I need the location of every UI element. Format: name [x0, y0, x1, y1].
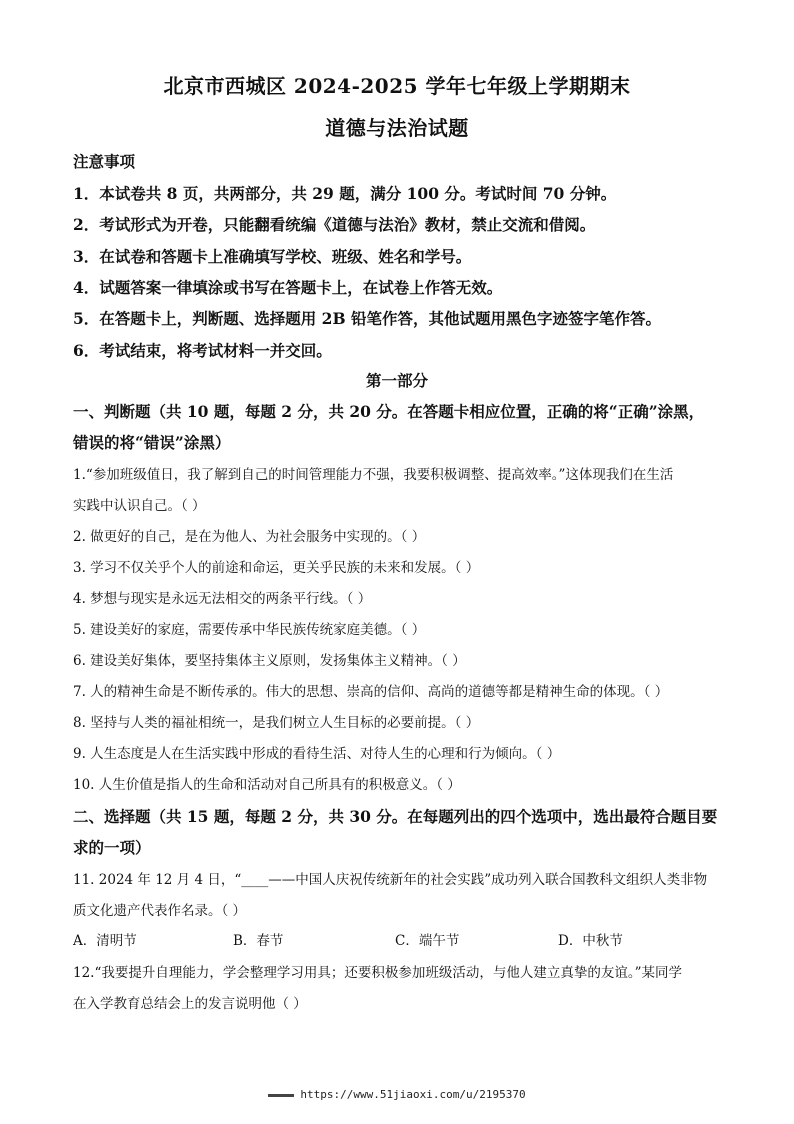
- part-heading: 第一部分: [365, 371, 428, 390]
- notice-item: 5．在答题卡上，判断题、选择题用 2B 铅笔作答，其他试题用黑色字迹签字笔作答。: [73, 309, 661, 328]
- question-line: 2. 做更好的自己，是在为他人、为社会服务中实现的。（ ）: [73, 529, 426, 545]
- notice-item: 1．本试卷共 8 页，共两部分，共 29 题，满分 100 分。考试时间 70 分钟。: [73, 184, 617, 203]
- notice-item: 3．在试卷和答题卡上准确填写学校、班级、姓名和学号。: [73, 247, 472, 266]
- option-c: C．端午节: [395, 933, 460, 949]
- answer-options: [73, 929, 733, 949]
- option-a: A．清明节: [73, 933, 137, 949]
- section-heading: 错误的将“错误”涂黑）: [73, 433, 231, 452]
- option-d: D．中秋节: [558, 933, 623, 949]
- notice-item: 2．考试形式为开卷，只能翻看统编《道德与法治》教材，禁止交流和借阅。: [73, 215, 596, 234]
- question-line: 质文化遗产代表作名录。（ ）: [73, 903, 247, 919]
- question-line: 10. 人生价值是指人的生命和活动对自己所具有的积极意义。（ ）: [73, 777, 461, 793]
- question-line: 3. 学习不仅关乎个人的前途和命运，更关乎民族的未来和发展。（ ）: [73, 560, 480, 576]
- section-heading: 二、选择题（共 15 题，每题 2 分，共 30 分。在每题列出的四个选项中，选出最符合题目要: [73, 807, 718, 826]
- notice-heading: 注意事项: [73, 152, 136, 171]
- section-heading: 求的一项）: [73, 838, 151, 857]
- option-b: B．春节: [233, 933, 284, 949]
- question-line: 在入学教育总结会上的发言说明他（ ）: [73, 996, 307, 1012]
- question-line: 12.“我要提升自理能力，学会整理学习用具；还要积极参加班级活动，与他人建立真挚的友谊。”某同学: [73, 965, 683, 981]
- question-line: 9. 人生态度是人在生活实践中形成的看待生活、对待人生的心理和行为倾向。（ ）: [73, 746, 561, 762]
- question-line: 4. 梦想与现实是永远无法相交的两条平行线。（ ）: [73, 591, 372, 607]
- section-heading: 一、判断题（共 10 题，每题 2 分，共 20 分。在答题卡相应位置，正确的将“正确”涂黑，: [73, 402, 705, 421]
- footer: [0, 1088, 794, 1101]
- watermark-mark: [268, 1094, 294, 1097]
- notice-item: 4．试题答案一律填涂或书写在答题卡上，在试卷上作答无效。: [73, 278, 503, 297]
- question-line: 5. 建设美好的家庭，需要传承中华民族传统家庭美德。（ ）: [73, 622, 426, 638]
- exam-title: 北京市西城区 2024-2025 学年七年级上学期期末: [163, 74, 631, 98]
- question-line: 6. 建设美好集体，要坚持集体主义原则，发扬集体主义精神。（ ）: [73, 653, 466, 669]
- question-line: 1.“参加班级值日，我了解到自己的时间管理能力不强，我要积极调整、提高效率。”这体现我们在生活: [73, 467, 674, 483]
- question-line: 8. 坚持与人类的福祉相统一，是我们树立人生目标的必要前提。（ ）: [73, 715, 480, 731]
- footer-url[interactable]: https://www.51jiaoxi.com/u/2195370: [300, 1088, 526, 1101]
- question-line: 11. 2024 年 12 月 4 日，“____——中国人庆祝传统新年的社会实践”成功列入联合国教科文组织人类非物: [73, 872, 708, 888]
- exam-subtitle: 道德与法治试题: [325, 116, 469, 140]
- question-line: 7. 人的精神生命是不断传承的。伟大的思想、崇高的信仰、高尚的道德等都是精神生命的体现。（ ）: [73, 684, 669, 700]
- question-line: 实践中认识自己。（ ）: [73, 498, 206, 514]
- notice-item: 6．考试结束，将考试材料一并交回。: [73, 341, 332, 360]
